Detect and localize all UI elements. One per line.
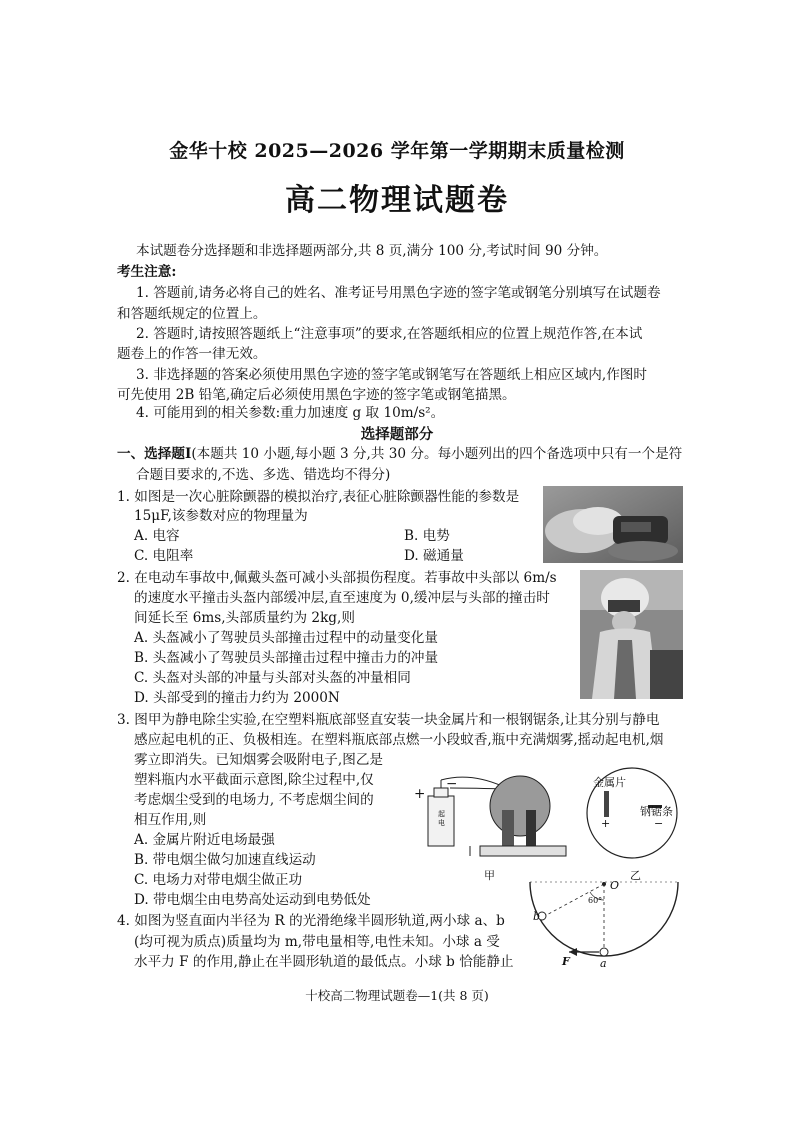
q3-line: 3. 图甲为静电除尘实验,在空塑料瓶底部竖直安装一块金属片和一根钢锯条,让其分别与静电	[117, 712, 660, 728]
q1-option-a: A. 电容	[134, 528, 180, 544]
fig-yi-saw-label: 钢锯条	[640, 805, 673, 818]
part-desc: (本题共 10 小题,每小题 3 分,共 30 分。每小题列出的四个备选项中只有一个是符	[191, 446, 683, 462]
q4-line: (均可视为质点)质量均为 m,带电量相等,电性未知。小球 a 受	[134, 934, 500, 950]
intro-summary: 本试题卷分选择题和非选择题两部分,共 8 页,满分 100 分,考试时间 90 分钟。	[136, 243, 608, 259]
q3-line: 雾立即消失。已知烟雾会吸附电子,图乙是	[134, 752, 384, 768]
note-line: 和答题纸规定的位置上。	[117, 306, 267, 322]
paper-title: 高二物理试题卷	[285, 183, 509, 218]
q3-line: 相互作用,则	[134, 812, 207, 828]
fig-jia-plus: +	[414, 786, 426, 802]
q2-option-b: B. 头盔减小了驾驶员头部撞击过程中撞击力的冲量	[134, 650, 439, 666]
fig-track-f-label: F	[562, 955, 570, 968]
note-line: 3. 非选择题的答案必须使用黑色字迹的签字笔或钢笔写在答题纸上相应区域内,作图时	[136, 367, 647, 383]
note-line: 题卷上的作答一律无效。	[117, 346, 267, 362]
part-label: 一、选择题Ⅰ	[117, 446, 192, 462]
fig-yi-minus: −	[654, 817, 664, 830]
page-footer: 十校高二物理试题卷—1(共 8 页)	[305, 988, 489, 1003]
fig-track-b-label: b	[533, 910, 541, 923]
q3-option-d: D. 带电烟尘由电势高处运动到电势低处	[134, 892, 371, 908]
fig-jia-minus: −	[446, 776, 458, 792]
q2-option-a: A. 头盔减小了驾驶员头部撞击过程中的动量变化量	[134, 630, 438, 646]
q2-option-d: D. 头部受到的撞击力约为 2000N	[134, 690, 340, 706]
q1-option-b: B. 电势	[404, 528, 450, 544]
notice-heading: 考生注意:	[117, 264, 177, 280]
q3-line: 塑料瓶内水平截面示意图,除尘过程中,仅	[134, 772, 374, 788]
q1-line: 15μF,该参数对应的物理量为	[134, 508, 308, 524]
fig-track-a-label: a	[600, 957, 607, 970]
q1-option-d: D. 磁通量	[404, 548, 464, 564]
helmet-rider-photo	[580, 570, 683, 699]
q1-line: 1. 如图是一次心脏除颤器的模拟治疗,表征心脏除颤器性能的参数是	[117, 489, 520, 505]
part-heading	[117, 444, 682, 464]
exam-title: 金华十校 2025—2026 学年第一学期期末质量检测	[169, 140, 625, 162]
defibrillator-photo	[543, 486, 683, 563]
svg-text:电: 电	[438, 819, 445, 827]
figure-jia	[410, 758, 570, 868]
q3-line: 感应起电机的正、负极相连。在塑料瓶底部点燃一小段蚊香,瓶中充满烟雾,摇动起电机,烟	[134, 732, 664, 748]
fig-jia-caption: 甲	[484, 869, 495, 882]
q3-option-b: B. 带电烟尘做匀加速直线运动	[134, 852, 316, 868]
q2-option-c: C. 头盔对头部的冲量与头部对头盔的冲量相同	[134, 670, 411, 686]
q4-line: 水平力 F 的作用,静止在半圆形轨道的最低点。小球 b 恰能静止	[134, 954, 514, 970]
q3-option-a: A. 金属片附近电场最强	[134, 832, 275, 848]
q4-line: 4. 如图为竖直面内半径为 R 的光滑绝缘半圆形轨道,两小球 a、b	[117, 913, 505, 929]
fig-yi-plus: +	[601, 817, 611, 830]
note-line: 2. 答题时,请按照答题纸上“注意事项”的要求,在答题纸相应的位置上规范作答,在本试	[136, 326, 643, 342]
note-line: 可先使用 2B 铅笔,确定后必须使用黑色字迹的签字笔或钢笔描黑。	[117, 387, 516, 403]
fig-yi-caption: 乙	[630, 869, 641, 882]
note-line: 1. 答题前,请务必将自己的姓名、准考证号用黑色字迹的签字笔或钢笔分别填写在试题卷	[136, 285, 661, 301]
svg-text:起: 起	[438, 810, 445, 818]
q1-option-c: C. 电阻率	[134, 548, 194, 564]
fig-yi-metal-label: 金属片	[593, 776, 626, 789]
fig-track-o-label: O	[610, 879, 620, 892]
note-line: 4. 可能用到的相关参数:重力加速度 g 取 10m/s²。	[136, 405, 445, 421]
part-desc-2: 合题目要求的,不选、多选、错选均不得分)	[136, 467, 391, 483]
section-title: 选择题部分	[360, 426, 434, 443]
q2-line: 2. 在电动车事故中,佩戴头盔可减小头部损伤程度。若事故中头部以 6m/s	[117, 570, 557, 586]
q3-line: 考虑烟尘受到的电场力, 不考虑烟尘间的	[134, 792, 374, 808]
q2-line: 的速度水平撞击头盔内部缓冲层,直至速度为 0,缓冲层与头部的撞击时	[134, 590, 550, 606]
q2-line: 间延长至 6ms,头部质量约为 2kg,则	[134, 610, 355, 626]
q3-option-c: C. 电场力对带电烟尘做正功	[134, 872, 303, 888]
fig-track-angle-label: 60°	[588, 896, 603, 905]
